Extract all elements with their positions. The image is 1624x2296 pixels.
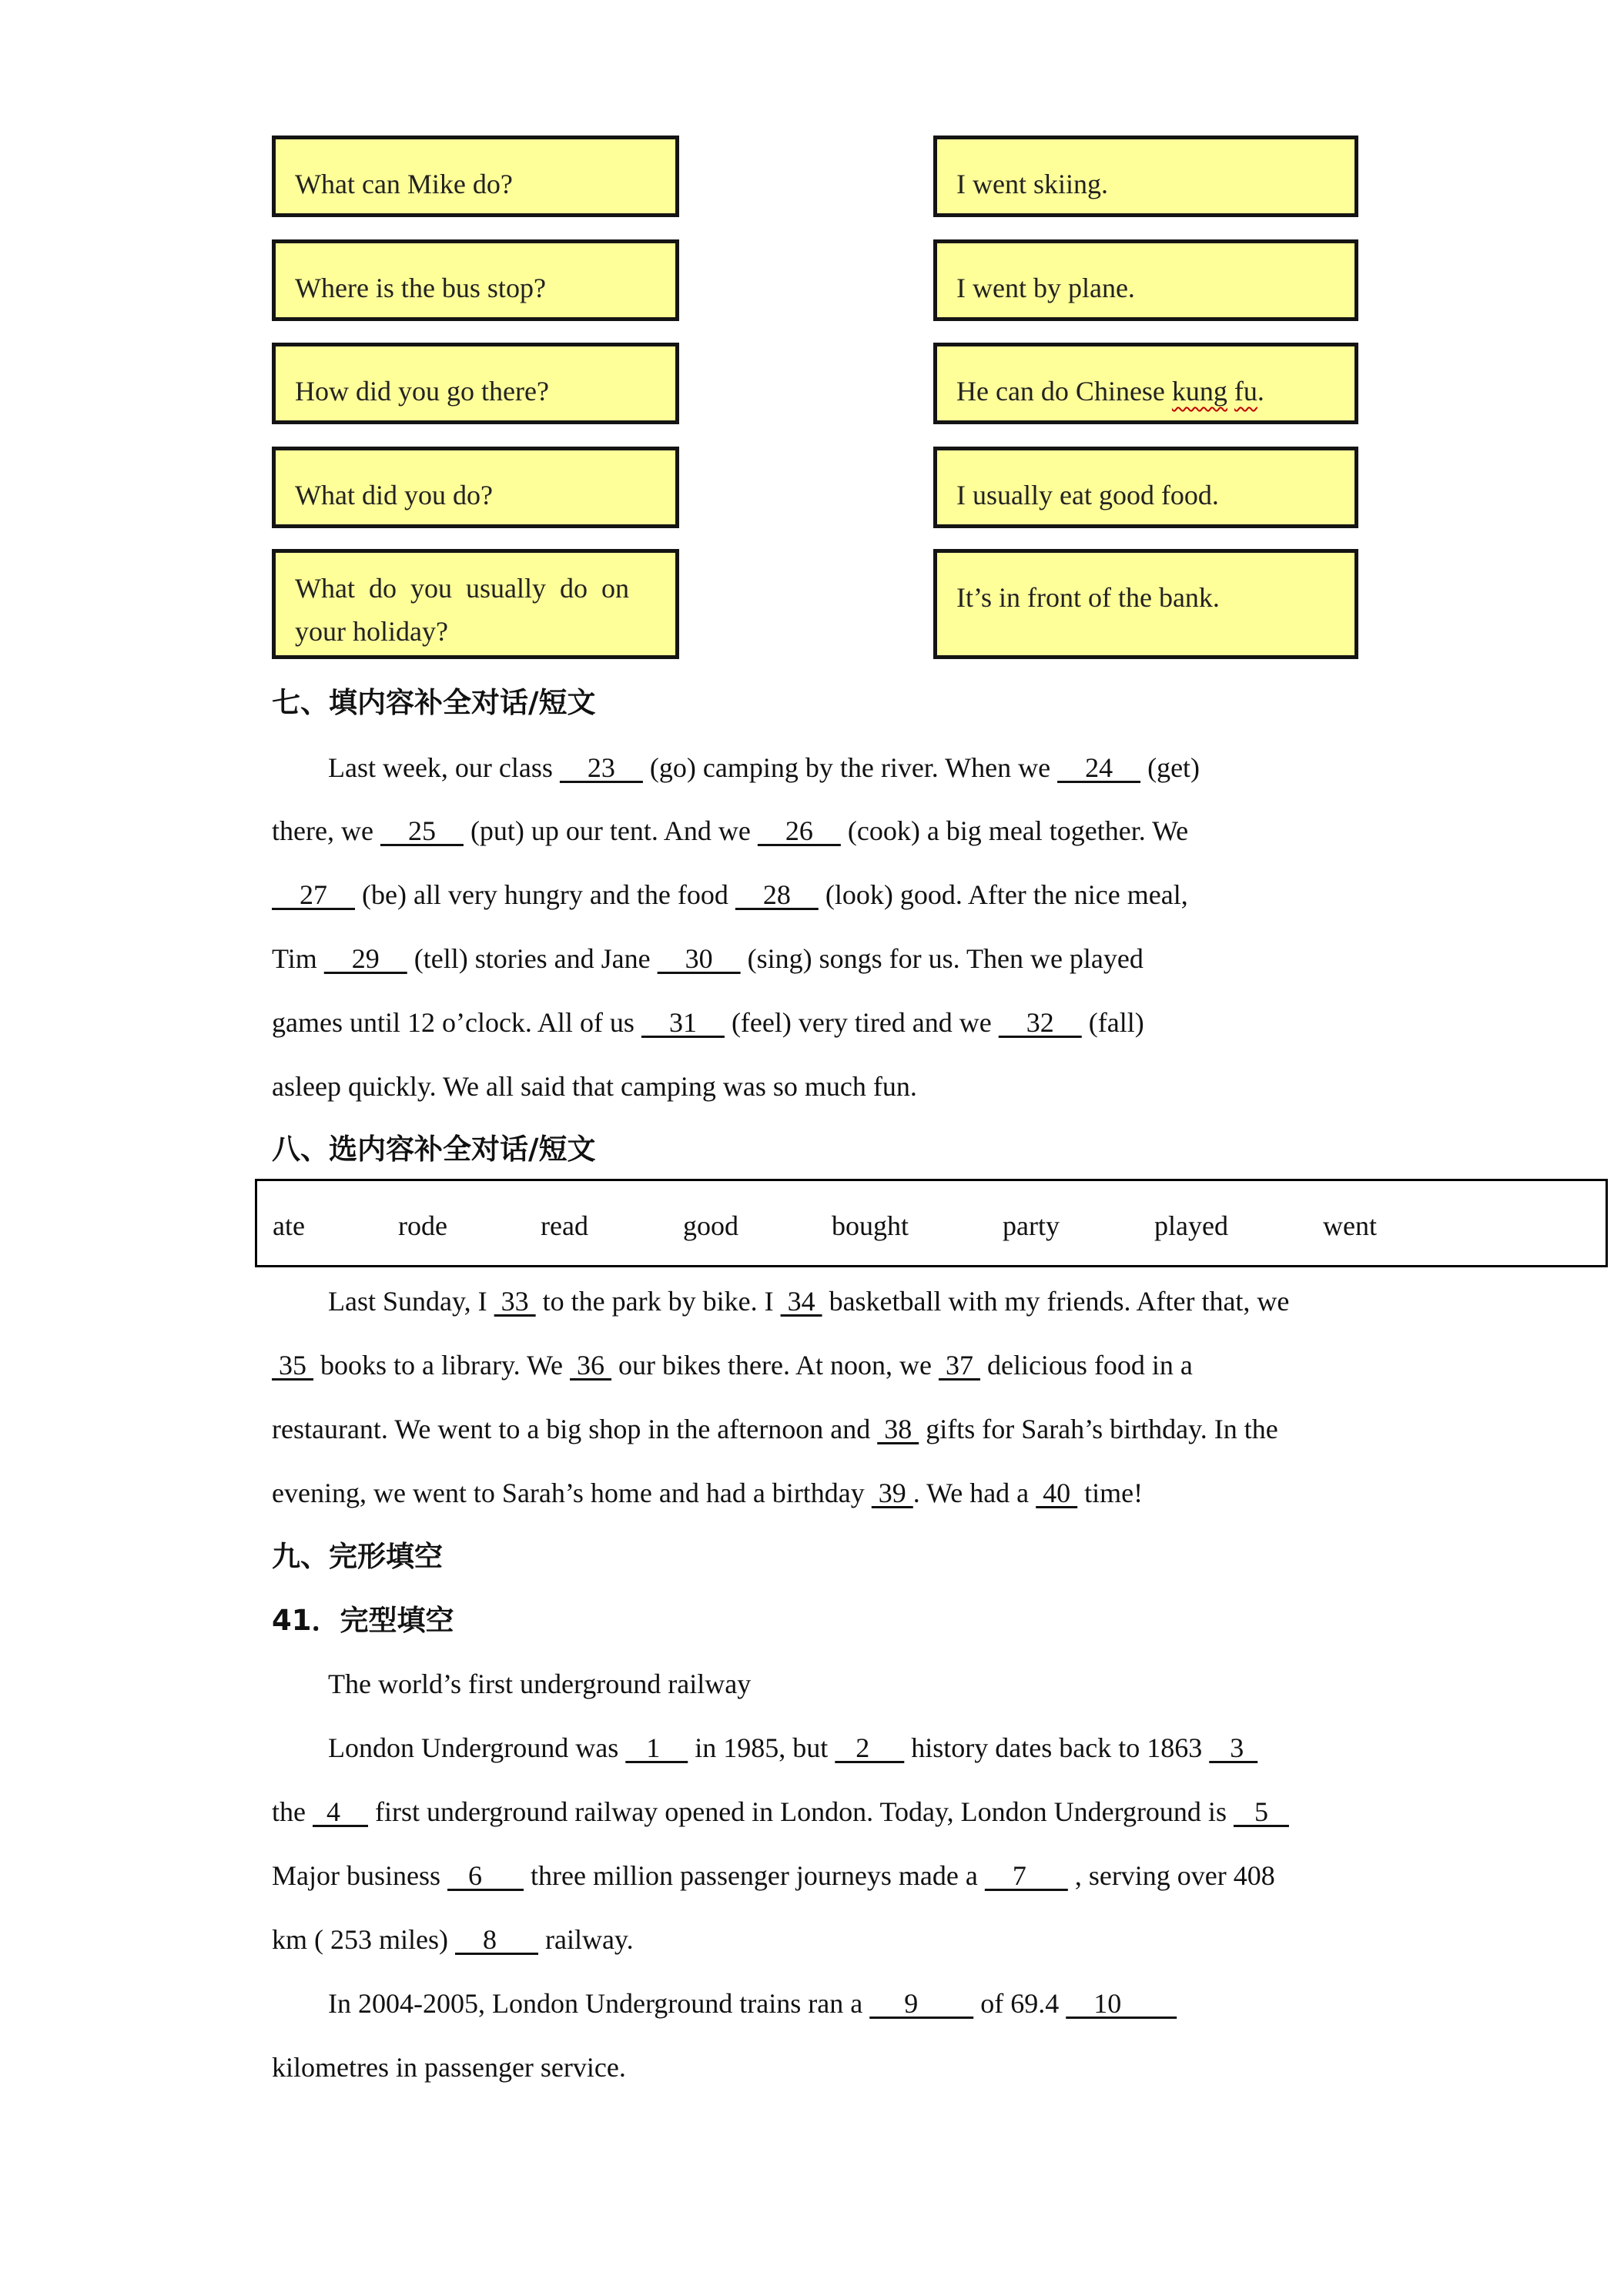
question-41-label: 41．完型填空 (272, 1604, 454, 1637)
text: gifts for Sarah’s birthday. In the (919, 1414, 1278, 1444)
match-right-5-text: It’s in front of the bank. (956, 582, 1220, 613)
match-right-3-period: . (1257, 376, 1264, 407)
blank-5: 5 (1233, 1796, 1289, 1827)
match-left-2 (272, 239, 679, 321)
blank-33: 33 (494, 1286, 536, 1317)
text: km ( 253 miles) (272, 1924, 455, 1955)
text: restaurant. We went to a big shop in the afternoon and (272, 1414, 878, 1444)
blank-8: 8 (454, 1924, 538, 1955)
section-7-line-6 (272, 1067, 917, 1106)
word-bank-item: went (1323, 1210, 1377, 1241)
match-right-5 (933, 549, 1358, 659)
section-8-line-4 (272, 1474, 1143, 1512)
section-7-line-1 (328, 748, 1200, 787)
text: (cook) a big meal together. We (840, 815, 1189, 846)
section-9-line-4 (272, 1920, 634, 1959)
section-8-line-2 (272, 1346, 1193, 1384)
word-bank-item: ate (273, 1210, 305, 1241)
blank-25: 25 (380, 815, 464, 846)
text: , serving over 408 (1067, 1860, 1275, 1891)
section-9-line-3 (272, 1856, 1275, 1895)
blank-28: 28 (735, 879, 819, 910)
match-left-4 (272, 447, 679, 528)
match-right-2 (933, 239, 1358, 321)
text: time! (1077, 1478, 1143, 1508)
passage-title: The world’s first underground railway (328, 1668, 752, 1699)
blank-24: 24 (1057, 752, 1141, 783)
section-8-line-3 (272, 1410, 1278, 1448)
section-9-line-6 (272, 2048, 626, 2087)
text: the (272, 1796, 313, 1827)
match-left-1 (272, 136, 679, 217)
text: delicious food in a (979, 1350, 1193, 1381)
blank-9: 9 (869, 1988, 974, 2019)
text: (fall) (1081, 1007, 1144, 1038)
section-7-line-4 (272, 939, 1143, 978)
text: (feel) very tired and we (724, 1007, 999, 1038)
text: kilometres in passenger service. (272, 2052, 626, 2083)
word-bank (255, 1179, 1608, 1267)
section-8-line-1 (328, 1282, 1289, 1320)
match-right-3-text (956, 370, 1354, 413)
text: (sing) songs for us. Then we played (740, 943, 1143, 974)
blank-10: 10 (1066, 1988, 1177, 2019)
match-left-5 (272, 549, 679, 659)
text: history dates back to 1863 (904, 1732, 1210, 1763)
blank-35: 35 (272, 1350, 313, 1381)
text: Tim (272, 943, 324, 974)
text: (go) camping by the river. When we (642, 752, 1058, 783)
blank-4: 4 (312, 1796, 368, 1827)
section-7-line-5 (272, 1003, 1144, 1042)
match-right-4-text: I usually eat good food. (956, 480, 1219, 510)
text: In 2004-2005, London Underground trains ran a (328, 1988, 870, 2019)
section-9-heading: 九、完形填空 (272, 1540, 443, 1573)
match-right-3-space (1227, 376, 1234, 407)
text: (put) up our tent. And we (463, 815, 758, 846)
match-right-3-part: He can do Chinese (956, 376, 1172, 407)
text: (get) (1140, 752, 1200, 783)
text: three million passenger journeys made a (524, 1860, 985, 1891)
text: . We had a (912, 1478, 1036, 1508)
match-right-3-kung: kung (1171, 376, 1227, 407)
blank-1: 1 (625, 1732, 688, 1763)
blank-6: 6 (447, 1860, 524, 1891)
match-right-1-text: I went skiing. (956, 169, 1108, 199)
text: Last week, our class (328, 752, 560, 783)
blank-32: 32 (998, 1007, 1082, 1038)
blank-37: 37 (938, 1350, 980, 1381)
blank-39: 39 (871, 1478, 913, 1508)
text: (tell) stories and Jane (407, 943, 658, 974)
section-9-line-5 (328, 1984, 1177, 2023)
blank-36: 36 (570, 1350, 612, 1381)
match-right-1 (933, 136, 1358, 217)
section-8-heading: 八、选内容补全对话/短文 (272, 1133, 596, 1166)
blank-29: 29 (323, 943, 407, 974)
word-bank-item: party (1003, 1210, 1060, 1241)
blank-34: 34 (780, 1286, 822, 1317)
text: asleep quickly. We all said that camping was so much fun. (272, 1071, 917, 1102)
text: London Underground was (328, 1732, 626, 1763)
match-left-5-line-1: What do you usually do on (295, 573, 629, 604)
text: our bikes there. At noon, we (611, 1350, 939, 1381)
text: Major business (272, 1860, 447, 1891)
text: of 69.4 (973, 1988, 1066, 2019)
word-bank-item: read (541, 1210, 588, 1241)
match-left-1-text: What can Mike do? (295, 169, 513, 199)
match-left-4-text: What did you do? (295, 480, 493, 510)
text: games until 12 o’clock. All of us (272, 1007, 641, 1038)
match-right-3-fu: fu (1234, 376, 1257, 407)
section-7-line-2 (272, 812, 1188, 850)
blank-3: 3 (1209, 1732, 1258, 1763)
match-left-2-text: Where is the bus stop? (295, 273, 546, 303)
blank-40: 40 (1036, 1478, 1078, 1508)
section-9-line-2 (272, 1792, 1289, 1831)
blank-23: 23 (559, 752, 643, 783)
blank-31: 31 (641, 1007, 725, 1038)
word-bank-item: good (683, 1210, 738, 1241)
match-right-4 (933, 447, 1358, 528)
text: in 1985, but (688, 1732, 835, 1763)
section-7-line-3 (272, 875, 1188, 914)
word-bank-item: bought (832, 1210, 909, 1241)
text: Last Sunday, I (328, 1286, 494, 1317)
match-right-3 (933, 343, 1358, 424)
text: (look) good. After the nice meal, (818, 879, 1188, 910)
match-left-3 (272, 343, 679, 424)
match-left-3-text: How did you go there? (295, 376, 549, 407)
text: (be) all very hungry and the food (355, 879, 735, 910)
text: basketball with my friends. After that, we (822, 1286, 1290, 1317)
blank-2: 2 (835, 1732, 905, 1763)
blank-30: 30 (657, 943, 741, 974)
blank-7: 7 (984, 1860, 1068, 1891)
blank-26: 26 (757, 815, 841, 846)
text: railway. (537, 1924, 634, 1955)
section-7-heading: 七、填内容补全对话/短文 (272, 686, 596, 719)
text: to the park by bike. I (535, 1286, 781, 1317)
text: books to a library. We (313, 1350, 571, 1381)
match-right-2-text: I went by plane. (956, 273, 1135, 303)
match-left-5-line-2: your holiday? (295, 616, 448, 647)
text: first underground railway opened in London. Today, London Underground is (367, 1796, 1234, 1827)
text: evening, we went to Sarah’s home and had a birthday (272, 1478, 872, 1508)
word-bank-item: rode (398, 1210, 447, 1241)
blank-38: 38 (877, 1414, 919, 1444)
blank-27: 27 (272, 879, 355, 910)
text: there, we (272, 815, 380, 846)
word-bank-item: played (1154, 1210, 1228, 1241)
section-9-line-1 (328, 1729, 1257, 1767)
